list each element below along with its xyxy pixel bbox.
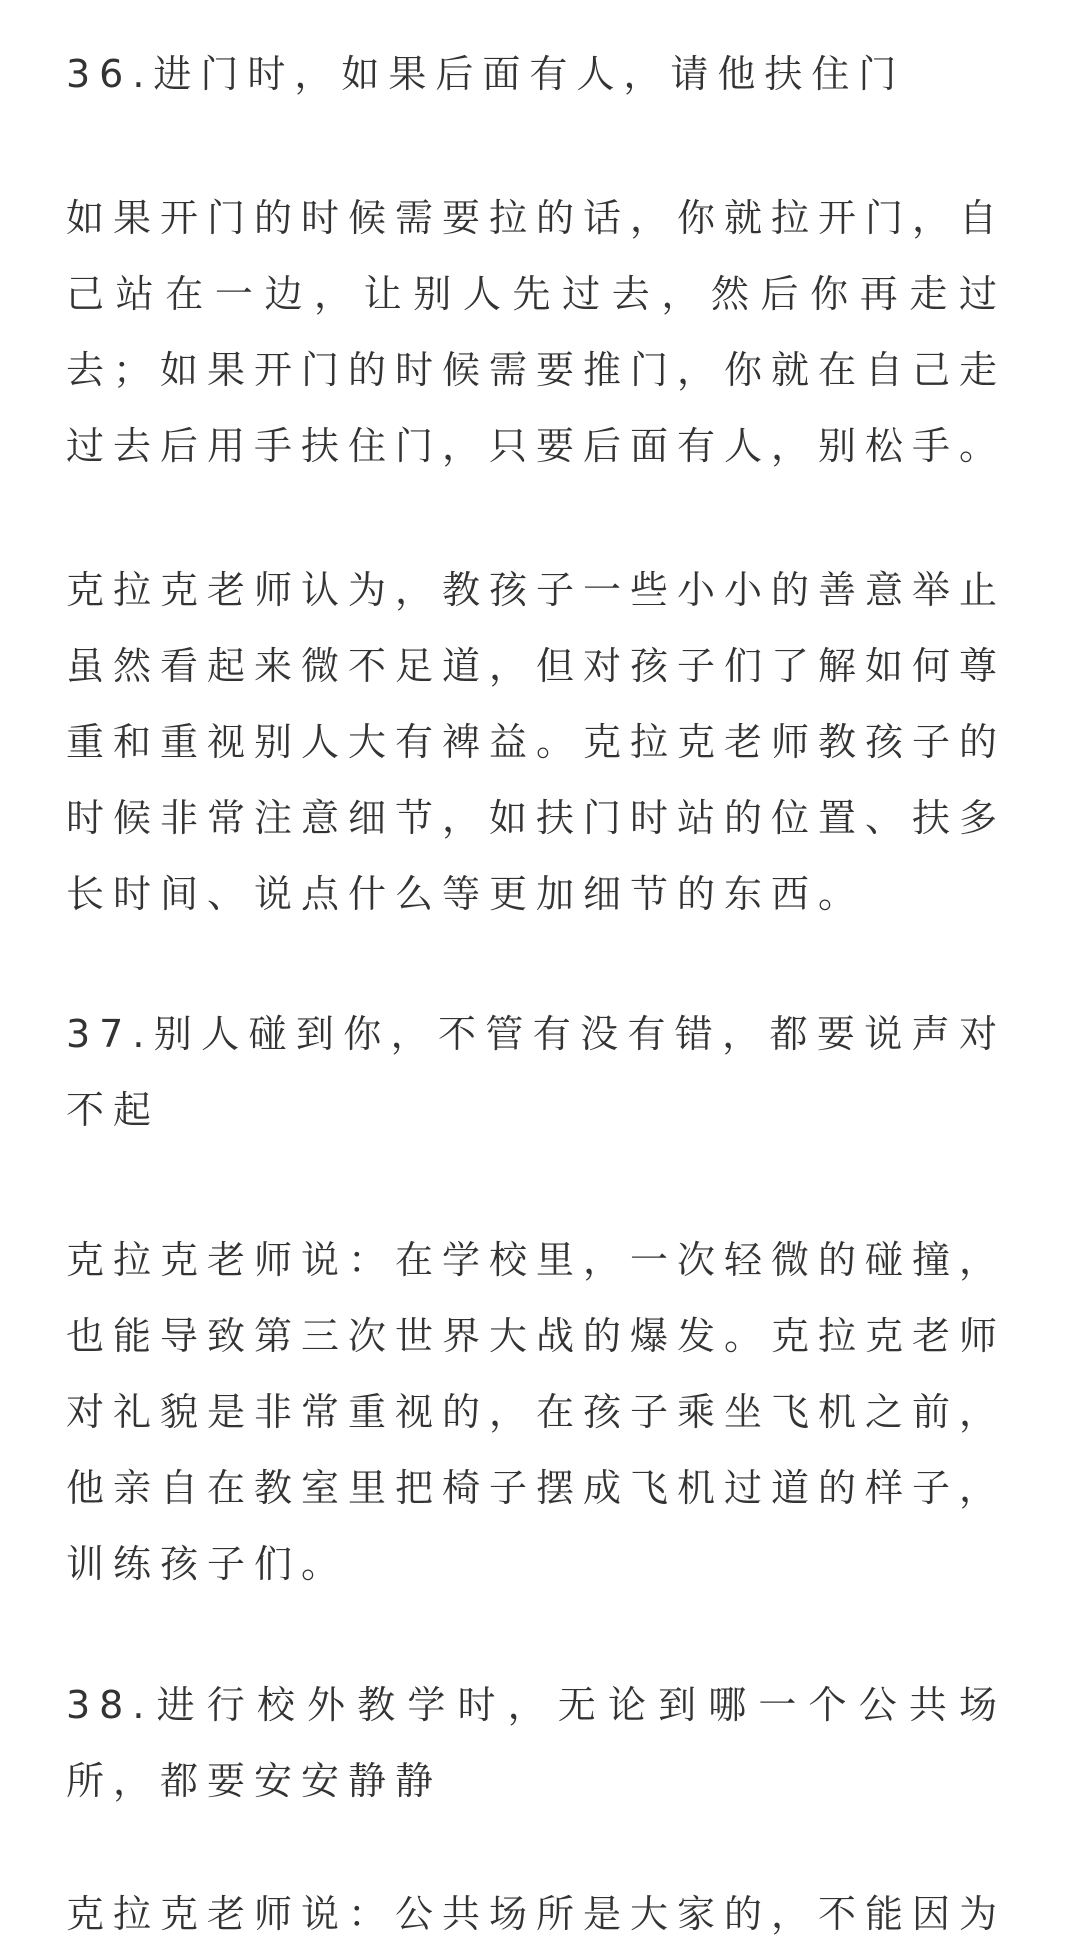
paragraph-teacher-quote: 克拉克老师说：在学校里，一次轻微的碰撞，也能导致第三次世界大战的爆发。克拉克老师对礼貌是非常重视的，在孩子乘坐飞机之前，他亲自在教室里把椅子摆成飞机过道的样子，训练孩子们。: [66, 1238, 1007, 1586]
paragraph-door-instructions: 如果开门的时候需要拉的话，你就拉开门，自己站在一边，让别人先过去，然后你再走过去；如果开门的时候需要推门，你就在自己走过去后用手扶住门，只要后面有人，别松手。: [66, 196, 1007, 468]
heading-rule-38: 38.进行校外教学时，无论到哪一个公共场所，都要安安静静: [66, 1683, 1006, 1803]
paragraph-cut-off: 克拉克老师说：公共场所是大家的，不能因为: [66, 1892, 1007, 1936]
heading-rule-36: 36.进门时，如果后面有人，请他扶住门: [66, 52, 906, 96]
paragraph-teacher-view: 克拉克老师认为，教孩子一些小小的善意举止虽然看起来微不足道，但对孩子们了解如何尊重和重视别人大有裨益。克拉克老师教孩子的时候非常注意细节，如扶门时站的位置、扶多长时间、说点什么等更加细节的东西。: [66, 568, 1007, 916]
heading-rule-37: 37.别人碰到你，不管有没有错，都要说声对不起: [66, 1012, 1006, 1132]
